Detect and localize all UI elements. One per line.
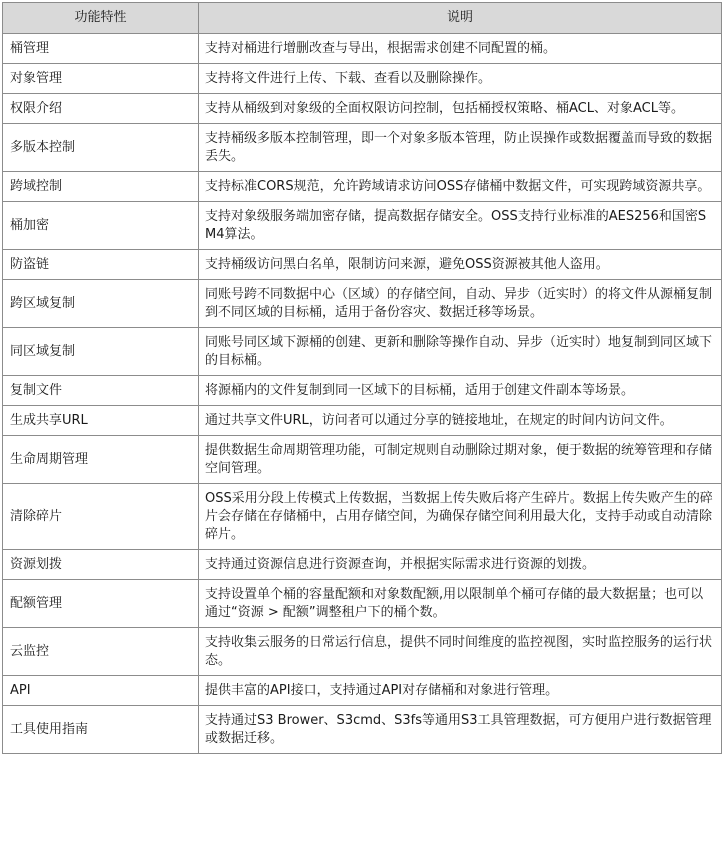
feature-name: 生成共享URL (3, 406, 199, 436)
feature-name: 对象管理 (3, 64, 199, 94)
header-description: 说明 (199, 3, 722, 34)
feature-name: 云监控 (3, 628, 199, 676)
feature-description: 将源桶内的文件复制到同一区域下的目标桶，适用于创建文件副本等场景。 (199, 376, 722, 406)
table-body (3, 34, 722, 754)
table-row (3, 328, 722, 376)
feature-description: 支持桶级访问黑白名单，限制访问来源，避免OSS资源被其他人盗用。 (199, 250, 722, 280)
feature-description: 支持收集云服务的日常运行信息，提供不同时间维度的监控视图，实时监控服务的运行状态。 (199, 628, 722, 676)
feature-name: 生命周期管理 (3, 436, 199, 484)
feature-name: 跨区域复制 (3, 280, 199, 328)
feature-name: 同区域复制 (3, 328, 199, 376)
table-row (3, 172, 722, 202)
feature-name: 防盗链 (3, 250, 199, 280)
table-row (3, 550, 722, 580)
feature-name: 复制文件 (3, 376, 199, 406)
feature-description: 提供数据生命周期管理功能，可制定规则自动删除过期对象，便于数据的统筹管理和存储空间管理。 (199, 436, 722, 484)
feature-description: 同账号跨不同数据中心（区域）的存储空间，自动、异步（近实时）的将文件从源桶复制到不同区域的目标桶，适用于备份容灾、数据迁移等场景。 (199, 280, 722, 328)
feature-description: 同账号同区域下源桶的创建、更新和删除等操作自动、异步（近实时）地复制到同区域下的目标桶。 (199, 328, 722, 376)
feature-description: 支持对象级服务端加密存储，提高数据存储安全。OSS支持行业标准的AES256和国密SM4算法。 (199, 202, 722, 250)
feature-name: API (3, 676, 199, 706)
feature-description: 通过共享文件URL，访问者可以通过分享的链接地址，在规定的时间内访问文件。 (199, 406, 722, 436)
header-feature: 功能特性 (3, 3, 199, 34)
table-row (3, 406, 722, 436)
feature-description: 提供丰富的API接口，支持通过API对存储桶和对象进行管理。 (199, 676, 722, 706)
table-row (3, 94, 722, 124)
table-row (3, 436, 722, 484)
table-row (3, 580, 722, 628)
table-row (3, 34, 722, 64)
table-row (3, 250, 722, 280)
table-row (3, 706, 722, 754)
feature-name: 配额管理 (3, 580, 199, 628)
feature-name: 清除碎片 (3, 484, 199, 550)
feature-description: OSS采用分段上传模式上传数据，当数据上传失败后将产生碎片。数据上传失败产生的碎片会存储在存储桶中，占用存储空间，为确保存储空间利用最大化，支持手动或自动清除碎片。 (199, 484, 722, 550)
feature-description: 支持桶级多版本控制管理，即一个对象多版本管理，防止误操作或数据覆盖而导致的数据丢失。 (199, 124, 722, 172)
table-row (3, 280, 722, 328)
feature-name: 权限介绍 (3, 94, 199, 124)
feature-description: 支持对桶进行增删改查与导出，根据需求创建不同配置的桶。 (199, 34, 722, 64)
feature-name: 桶加密 (3, 202, 199, 250)
feature-description: 支持将文件进行上传、下载、查看以及删除操作。 (199, 64, 722, 94)
feature-description: 支持从桶级到对象级的全面权限访问控制，包括桶授权策略、桶ACL、对象ACL等。 (199, 94, 722, 124)
feature-name: 跨域控制 (3, 172, 199, 202)
feature-table (2, 2, 722, 754)
feature-name: 桶管理 (3, 34, 199, 64)
table-row (3, 64, 722, 94)
feature-name: 多版本控制 (3, 124, 199, 172)
feature-name: 资源划拨 (3, 550, 199, 580)
feature-description: 支持标准CORS规范，允许跨域请求访问OSS存储桶中数据文件，可实现跨域资源共享。 (199, 172, 722, 202)
table-row (3, 628, 722, 676)
feature-name: 工具使用指南 (3, 706, 199, 754)
table-row (3, 676, 722, 706)
feature-description: 支持设置单个桶的容量配额和对象数配额,用以限制单个桶可存储的最大数据量；也可以通过“资源 > 配额”调整租户下的桶个数。 (199, 580, 722, 628)
table-row (3, 376, 722, 406)
feature-description: 支持通过S3 Brower、S3cmd、S3fs等通用S3工具管理数据，可方便用户进行数据管理或数据迁移。 (199, 706, 722, 754)
table-row (3, 124, 722, 172)
table-row (3, 202, 722, 250)
table-header-row (3, 3, 722, 34)
table-row (3, 484, 722, 550)
feature-description: 支持通过资源信息进行资源查询，并根据实际需求进行资源的划拨。 (199, 550, 722, 580)
